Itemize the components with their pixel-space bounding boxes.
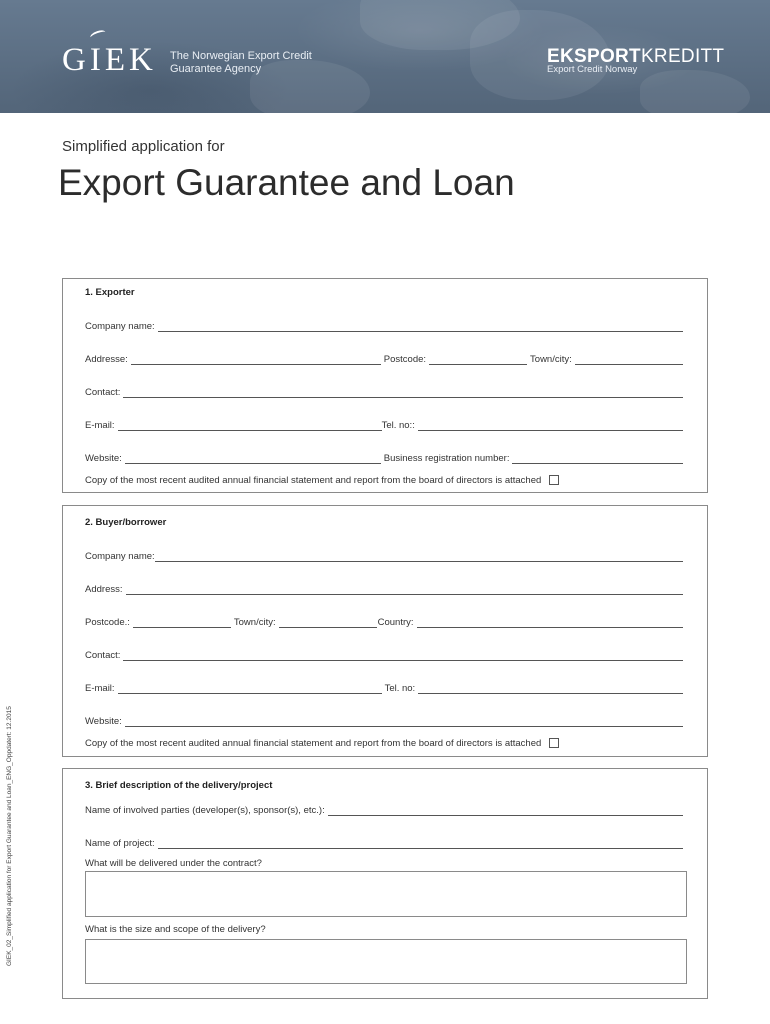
exporter-postcode-field[interactable]	[429, 355, 527, 365]
exporter-website-field[interactable]	[125, 454, 381, 464]
exporter-website-row	[85, 450, 683, 464]
header-banner	[0, 0, 770, 113]
eksportkreditt-logo-bold: EKSPORT	[547, 46, 641, 67]
delivery-parties-field[interactable]	[328, 806, 683, 816]
buyer-address-field[interactable]	[126, 585, 684, 595]
delivery-contract-textarea[interactable]	[85, 871, 687, 917]
exporter-section	[62, 278, 708, 493]
buyer-town-field[interactable]	[279, 618, 377, 628]
buyer-country-field[interactable]	[417, 618, 683, 628]
exporter-copy-row	[85, 472, 683, 486]
exporter-tel-field[interactable]	[418, 421, 683, 431]
giek-tagline-line2: Guarantee Agency	[170, 63, 262, 75]
exporter-email-label: E-mail:	[85, 420, 115, 431]
giek-tagline-line1: The Norwegian Export Credit	[170, 50, 312, 62]
buyer-copy-text: Copy of the most recent audited annual financial statement and report from the board of directors is attached	[85, 738, 542, 749]
buyer-contact-row	[85, 647, 683, 661]
exporter-business-reg-label: Business registration number:	[383, 453, 510, 464]
delivery-project-label: Name of project:	[85, 838, 155, 849]
buyer-country-label: Country:	[377, 617, 414, 628]
document-title: Export Guarantee and Loan	[58, 162, 515, 203]
giek-logo: GIEK	[62, 42, 157, 78]
eksportkreditt-tagline: Export Credit Norway	[547, 64, 638, 75]
buyer-address-label: Address:	[85, 584, 123, 595]
exporter-address-field[interactable]	[131, 355, 381, 365]
buyer-postcode-row	[85, 614, 683, 628]
buyer-town-label: Town/city:	[233, 617, 276, 628]
exporter-company-label: Company name:	[85, 321, 155, 332]
delivery-contract-question	[85, 855, 683, 869]
exporter-postcode-label: Postcode:	[383, 354, 427, 365]
exporter-company-row	[85, 318, 683, 332]
delivery-size-label: What is the size and scope of the delivery?	[85, 924, 266, 935]
exporter-business-reg-field[interactable]	[512, 454, 683, 464]
buyer-email-row	[85, 680, 683, 694]
exporter-address-label: Addresse:	[85, 354, 128, 365]
delivery-size-textarea[interactable]	[85, 939, 687, 984]
exporter-email-field[interactable]	[118, 421, 382, 431]
delivery-project-field[interactable]	[158, 839, 683, 849]
delivery-heading: 3. Brief description of the delivery/project	[85, 780, 273, 791]
side-footnote: GIEK_02_Simplified application for Export Guarantee and Loan_ENG_Oppdatert: 12.2015	[6, 706, 13, 966]
exporter-heading: 1. Exporter	[85, 287, 135, 298]
delivery-contract-label: What will be delivered under the contract?	[85, 858, 262, 869]
buyer-company-row	[85, 548, 683, 562]
giek-logo-mark	[89, 29, 107, 42]
delivery-project-row	[85, 835, 683, 849]
exporter-website-label: Website:	[85, 453, 122, 464]
exporter-company-field[interactable]	[158, 322, 683, 332]
exporter-copy-checkbox[interactable]	[549, 475, 559, 485]
delivery-size-question	[85, 921, 683, 935]
exporter-tel-label: Tel. no::	[381, 420, 415, 431]
buyer-company-label: Company name:	[85, 551, 155, 562]
buyer-contact-label: Contact:	[85, 650, 121, 661]
buyer-website-label: Website:	[85, 716, 122, 727]
buyer-email-field[interactable]	[118, 684, 382, 694]
buyer-company-field[interactable]	[155, 552, 683, 562]
buyer-postcode-field[interactable]	[133, 618, 231, 628]
buyer-heading: 2. Buyer/borrower	[85, 517, 167, 528]
delivery-section	[62, 768, 708, 999]
exporter-contact-row	[85, 384, 683, 398]
buyer-copy-row	[85, 735, 683, 749]
delivery-parties-label: Name of involved parties (developer(s), sponsor(s), etc.):	[85, 805, 325, 816]
exporter-copy-text: Copy of the most recent audited annual financial statement and report from the board of directors is attached	[85, 475, 542, 486]
exporter-email-row	[85, 417, 683, 431]
exporter-address-row	[85, 351, 683, 365]
buyer-website-row	[85, 713, 683, 727]
giek-tagline	[170, 50, 312, 76]
buyer-copy-checkbox[interactable]	[549, 738, 559, 748]
buyer-section	[62, 505, 708, 757]
exporter-town-field[interactable]	[575, 355, 683, 365]
buyer-postcode-label: Postcode.:	[85, 617, 130, 628]
buyer-address-row	[85, 581, 683, 595]
buyer-tel-field[interactable]	[418, 684, 683, 694]
document-subtitle: Simplified application for	[62, 138, 225, 155]
delivery-parties-row	[85, 802, 683, 816]
buyer-tel-label: Tel. no:	[384, 683, 416, 694]
buyer-email-label: E-mail:	[85, 683, 115, 694]
world-map-decoration	[640, 70, 750, 113]
buyer-contact-field[interactable]	[123, 651, 683, 661]
eksportkreditt-logo-light: KREDITT	[640, 46, 725, 67]
buyer-website-field[interactable]	[125, 717, 683, 727]
exporter-contact-label: Contact:	[85, 387, 121, 398]
exporter-contact-field[interactable]	[123, 388, 683, 398]
exporter-town-label: Town/city:	[530, 354, 572, 365]
